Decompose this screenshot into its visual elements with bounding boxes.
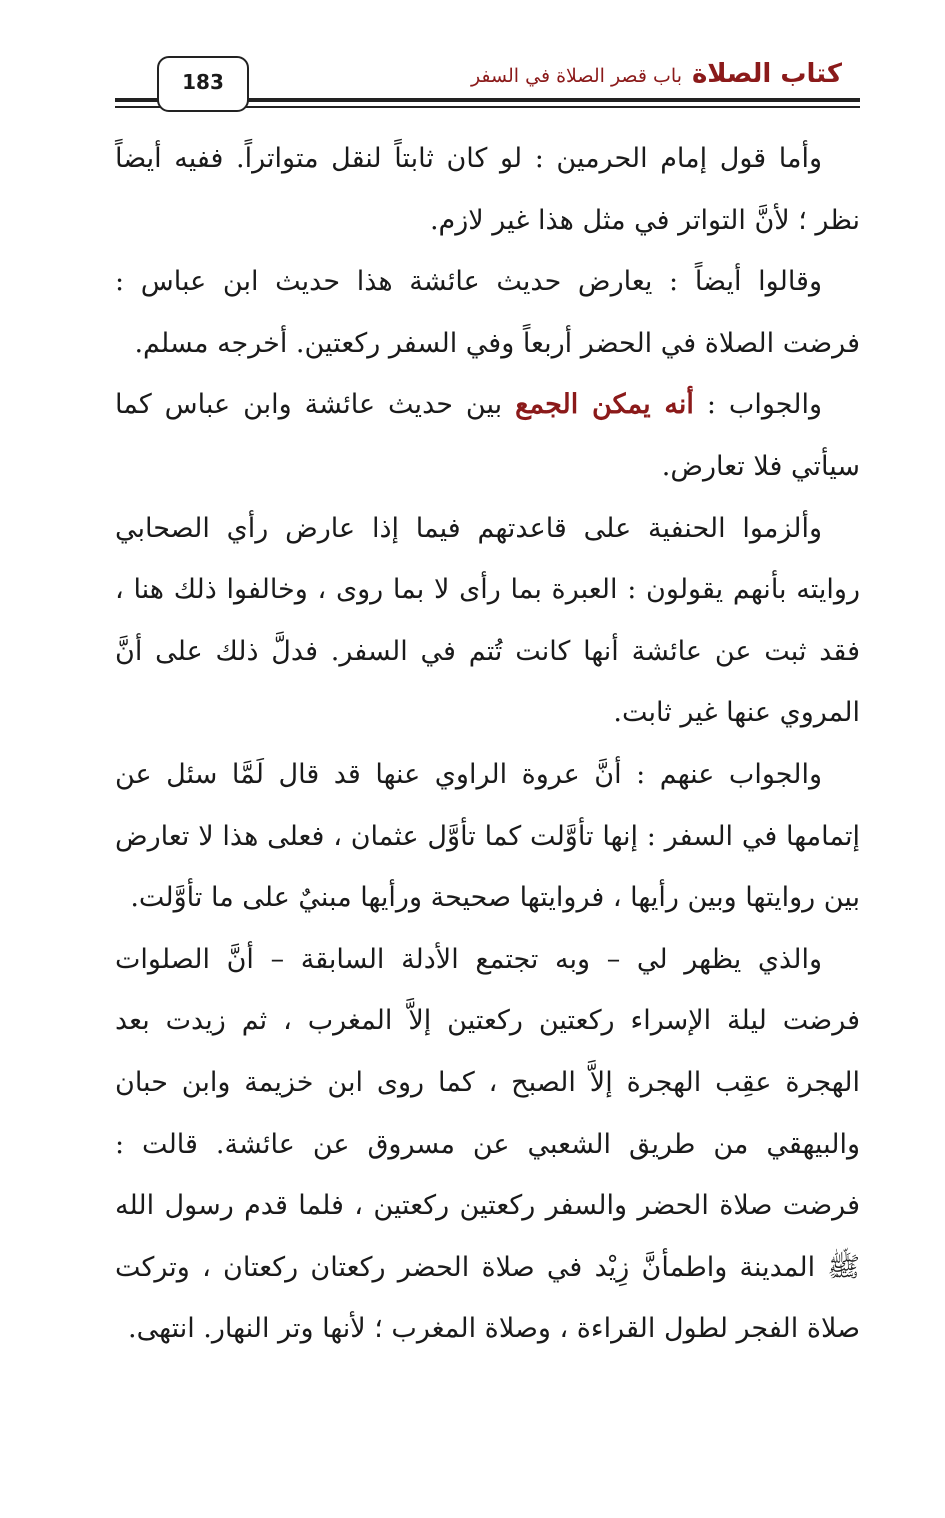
book-title: كتاب الصلاة	[691, 59, 842, 89]
paragraph-2: وقالوا أيضاً : يعارض حديث عائشة هذا حديث ابن عباس : فرضت الصلاة في الحضر أربعاً وفي السفر ركعتين. أخرجه مسلم.	[115, 266, 860, 359]
paragraph-1: وأما قول إمام الحرمين : لو كان ثابتاً لنقل متواتراً. ففيه أيضاً نظر ؛ لأنَّ التواتر في مثل هذا غير لازم.	[115, 143, 860, 236]
paragraph-3-lead: والجواب :	[693, 389, 822, 421]
paragraph-5: والجواب عنهم : أنَّ عروة الراوي عنها قد قال لَمَّا سئل عن إتمامها في السفر : إنها تأوَّلت كما تأوَّل عثمان ، فعلى هذا لا تعارض بين روايتها وبين رأيها ، فروايتها صحيحة ورأيها مبنيٌ على ما تأوَّلت.	[115, 758, 861, 914]
page-header	[115, 50, 860, 110]
paragraph-4: وألزموا الحنفية على قاعدتهم فيما إذا عارض رأي الصحابي روايته بأنهم يقولون : العبرة بما رأى لا بما روى ، وخالفوا ذلك هنا ، فقد ثبت عن عائشة أنها كانت تُتم في السفر. فدلَّ ذلك على أنَّ المروي عنها غير ثابت.	[115, 512, 860, 729]
paragraph-6: والذي يظهر لي – وبه تجتمع الأدلة السابقة – أنَّ الصلوات فرضت ليلة الإسراء ركعتين ركعتين إلاَّ المغرب ، ثم زيدت بعد الهجرة عقِب الهجرة إلاَّ الصبح ، كما روى ابن خزيمة وابن حبان والبيهقي من طريق الشعبي عن مسروق عن عائشة. قالت : فرضت صلاة الحضر والسفر ركعتين ركعتين ، فلما قدم رسول الله ﷺ المدينة واطمأنَّ زِيْد في صلاة الحضر ركعتان ركعتان ، وتركت صلاة الفجر لطول القراءة ، وصلاة المغرب ؛ لأنها وتر النهار. انتهى.	[115, 943, 860, 1345]
chapter-title: باب قصر الصلاة في السفر	[470, 65, 682, 87]
highlighted-phrase: أنه يمكن الجمع	[515, 389, 694, 421]
page-number: 183	[157, 56, 249, 112]
body-text	[115, 128, 860, 1360]
paragraph-3	[115, 374, 860, 497]
paragraph-3-rest: بين حديث عائشة وابن عباس كما سيأتي فلا تعارض.	[115, 389, 860, 482]
